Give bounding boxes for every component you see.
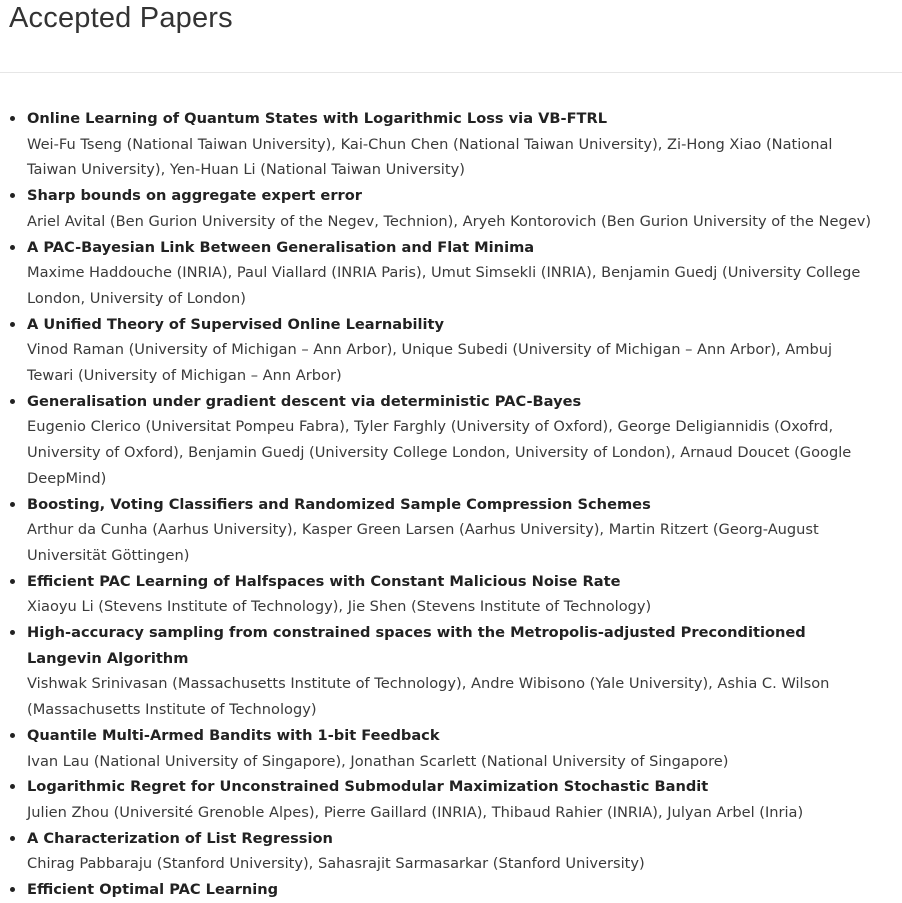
paper-authors: Xiaoyu Li (Stevens Institute of Technology), Jie Shen (Stevens Institute of Technology) [27, 598, 652, 616]
paper-list-item [27, 492, 877, 569]
header-divider [0, 72, 902, 73]
paper-list-item [27, 826, 877, 877]
paper-authors: Wei-Fu Tseng (National Taiwan University), Kai-Chun Chen (National Taiwan University), Zi-Hong Xiao (National Taiwan University), Yen-Huan Li (National Taiwan University) [27, 135, 833, 179]
bullet-icon [10, 193, 15, 198]
paper-title-link[interactable]: Efficient PAC Learning of Halfspaces with Constant Malicious Noise Rate [27, 572, 621, 590]
paper-authors: Ivan Lau (National University of Singapore), Jonathan Scarlett (National University of Singapore) [27, 752, 729, 770]
paper-list-item [27, 106, 877, 183]
page-title: Accepted Papers [9, 2, 233, 34]
paper-list-item [27, 312, 877, 389]
paper-title-link[interactable]: A PAC-Bayesian Link Between Generalisation and Flat Minima [27, 238, 535, 256]
paper-title-link[interactable]: Boosting, Voting Classifiers and Randomized Sample Compression Schemes [27, 495, 651, 513]
bullet-icon [10, 502, 15, 507]
paper-authors: Chirag Pabbaraju (Stanford University), Sahasrajit Sarmasarkar (Stanford University) [27, 855, 645, 873]
bullet-icon [10, 579, 15, 584]
paper-authors: Julien Zhou (Université Grenoble Alpes), Pierre Gaillard (INRIA), Thibaud Rahier (INRIA), Julyan Arbel (Inria) [27, 803, 804, 821]
bullet-icon [10, 630, 15, 635]
paper-list-item [27, 774, 877, 825]
paper-title-link[interactable]: High-accuracy sampling from constrained spaces with the Metropolis-adjusted Preconditioned Langevin Algorithm [27, 624, 806, 667]
paper-title-link[interactable]: Online Learning of Quantum States with Logarithmic Loss via VB-FTRL [27, 110, 608, 127]
paper-list-item [27, 877, 877, 903]
bullet-icon [10, 399, 15, 404]
paper-authors: Maxime Haddouche (INRIA), Paul Viallard (INRIA Paris), Umut Simsekli (INRIA), Benjamin Guedj (University College London, University of London) [27, 264, 861, 307]
paper-title-link[interactable]: Sharp bounds on aggregate expert error [27, 187, 362, 205]
paper-list-item [27, 723, 877, 774]
paper-list-item [27, 389, 877, 492]
paper-list-item [27, 235, 877, 312]
paper-authors: Eugenio Clerico (Universitat Pompeu Fabra), Tyler Farghly (University of Oxford), George Deligiannidis (Oxofrd, University of Oxford), Benjamin Guedj (University College London, University of London), Arnaud Doucet (Google DeepMind) [27, 418, 852, 487]
paper-title-link[interactable]: Generalisation under gradient descent via deterministic PAC-Bayes [27, 392, 582, 410]
paper-authors: Vinod Raman (University of Michigan – Ann Arbor), Unique Subedi (University of Michigan – Ann Arbor), Ambuj Tewari (University of Michigan – Ann Arbor) [27, 341, 833, 385]
paper-authors: Vishwak Srinivasan (Massachusetts Institute of Technology), Andre Wibisono (Yale University), Ashia C. Wilson (Massachusetts Institute of Technology) [27, 675, 830, 719]
paper-title-link[interactable]: Logarithmic Regret for Unconstrained Submodular Maximization Stochastic Bandit [27, 778, 709, 796]
paper-list-item [27, 620, 877, 723]
paper-list [27, 106, 877, 903]
bullet-icon [10, 245, 15, 250]
paper-title-link[interactable]: A Characterization of List Regression [27, 829, 333, 847]
bullet-icon [10, 322, 15, 327]
bullet-icon [10, 887, 15, 892]
paper-title-link[interactable]: Efficient Optimal PAC Learning [27, 881, 279, 899]
paper-list-item [27, 183, 877, 234]
bullet-icon [10, 784, 15, 789]
paper-authors: Ariel Avital (Ben Gurion University of the Negev, Technion), Aryeh Kontorovich (Ben Gurion University of the Negev) [27, 212, 872, 230]
bullet-icon [10, 116, 15, 121]
paper-authors: Arthur da Cunha (Aarhus University), Kasper Green Larsen (Aarhus University), Martin Ritzert (Georg-August Universität Göttingen) [27, 521, 819, 564]
paper-list-item [27, 569, 877, 620]
bullet-icon [10, 836, 15, 841]
bullet-icon [10, 733, 15, 738]
paper-title-link[interactable]: A Unified Theory of Supervised Online Learnability [27, 315, 445, 333]
paper-title-link[interactable]: Quantile Multi-Armed Bandits with 1-bit Feedback [27, 726, 440, 744]
